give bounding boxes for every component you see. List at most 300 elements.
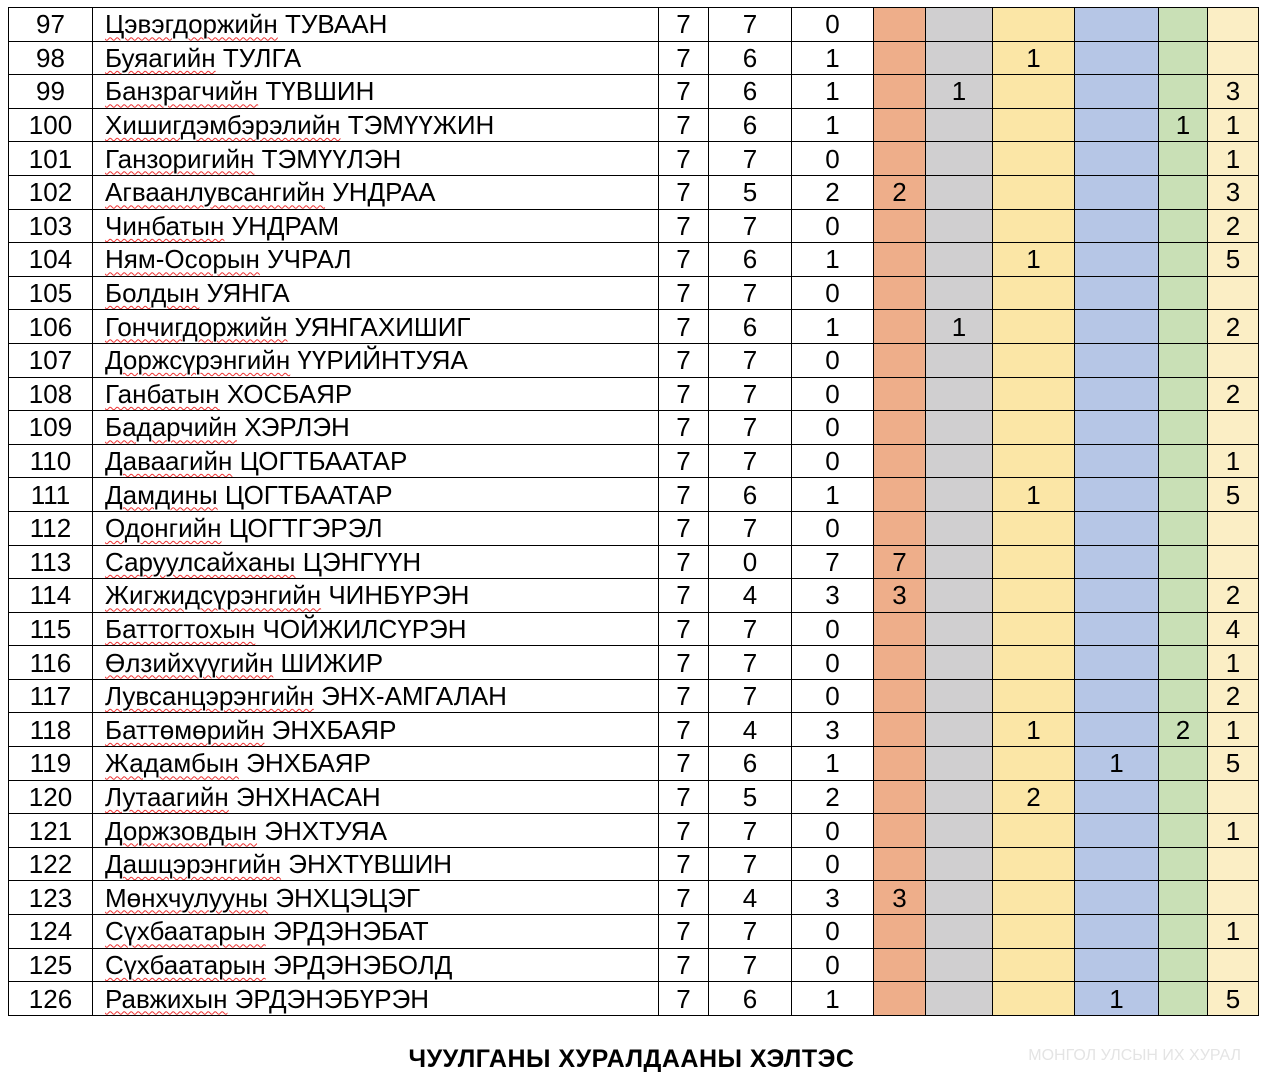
absent-count: 3 bbox=[792, 579, 874, 613]
member-name bbox=[93, 814, 659, 848]
row-number: 105 bbox=[9, 276, 93, 310]
category-1-count bbox=[874, 713, 926, 747]
absent-count: 1 bbox=[792, 478, 874, 512]
member-name bbox=[93, 982, 659, 1016]
category-2-count bbox=[926, 780, 993, 814]
category-3-count bbox=[993, 276, 1075, 310]
category-2-count bbox=[926, 612, 993, 646]
table-row bbox=[9, 108, 1259, 142]
category-1-count bbox=[874, 511, 926, 545]
present-count: 7 bbox=[709, 646, 792, 680]
category-5-count bbox=[1159, 915, 1208, 949]
total-sessions: 7 bbox=[659, 780, 709, 814]
member-name bbox=[93, 646, 659, 680]
category-1-count bbox=[874, 444, 926, 478]
category-2-count bbox=[926, 444, 993, 478]
category-5-count bbox=[1159, 444, 1208, 478]
category-1-count: 2 bbox=[874, 175, 926, 209]
present-count: 6 bbox=[709, 982, 792, 1016]
category-6-count: 5 bbox=[1208, 478, 1259, 512]
table-row bbox=[9, 545, 1259, 579]
category-1-count bbox=[874, 243, 926, 277]
member-name bbox=[93, 310, 659, 344]
row-number: 99 bbox=[9, 75, 93, 109]
category-3-count: 2 bbox=[993, 780, 1075, 814]
category-2-count bbox=[926, 847, 993, 881]
category-3-count bbox=[993, 108, 1075, 142]
category-4-count bbox=[1075, 276, 1159, 310]
category-1-count bbox=[874, 780, 926, 814]
present-count: 7 bbox=[709, 948, 792, 982]
member-surname: Жадамбын bbox=[105, 748, 239, 779]
row-number: 101 bbox=[9, 142, 93, 176]
member-given-name: ЭРДЭНЭБОЛД bbox=[272, 949, 453, 980]
member-name bbox=[93, 444, 659, 478]
member-surname: Мөнхчулууны bbox=[105, 882, 269, 913]
present-count: 7 bbox=[709, 511, 792, 545]
member-given-name: ЦОГТБААТАР bbox=[224, 479, 393, 510]
total-sessions: 7 bbox=[659, 276, 709, 310]
category-4-count bbox=[1075, 948, 1159, 982]
total-sessions: 7 bbox=[659, 478, 709, 512]
category-1-count bbox=[874, 915, 926, 949]
category-4-count bbox=[1075, 142, 1159, 176]
member-name bbox=[93, 511, 659, 545]
category-1-count bbox=[874, 646, 926, 680]
total-sessions: 7 bbox=[659, 982, 709, 1016]
category-3-count bbox=[993, 982, 1075, 1016]
table-row bbox=[9, 948, 1259, 982]
category-3-count bbox=[993, 8, 1075, 42]
category-5-count: 1 bbox=[1159, 108, 1208, 142]
category-2-count bbox=[926, 108, 993, 142]
category-1-count bbox=[874, 982, 926, 1016]
member-given-name: ЦОГТГЭРЭЛ bbox=[228, 513, 383, 544]
absent-count: 0 bbox=[792, 444, 874, 478]
category-6-count bbox=[1208, 545, 1259, 579]
row-number: 113 bbox=[9, 545, 93, 579]
member-surname: Лувсанцэрэнгийн bbox=[105, 681, 314, 712]
member-name bbox=[93, 343, 659, 377]
absent-count: 1 bbox=[792, 310, 874, 344]
category-1-count bbox=[874, 8, 926, 42]
table-row bbox=[9, 310, 1259, 344]
total-sessions: 7 bbox=[659, 75, 709, 109]
category-5-count bbox=[1159, 175, 1208, 209]
present-count: 5 bbox=[709, 780, 792, 814]
member-name bbox=[93, 276, 659, 310]
member-name bbox=[93, 881, 659, 915]
category-5-count bbox=[1159, 948, 1208, 982]
member-surname: Баттогтохын bbox=[105, 613, 256, 644]
member-given-name: УЯНГА bbox=[206, 278, 290, 309]
category-4-count: 1 bbox=[1075, 982, 1159, 1016]
absent-count: 0 bbox=[792, 948, 874, 982]
present-count: 4 bbox=[709, 713, 792, 747]
category-2-count bbox=[926, 713, 993, 747]
total-sessions: 7 bbox=[659, 713, 709, 747]
table-row bbox=[9, 209, 1259, 243]
category-2-count bbox=[926, 142, 993, 176]
member-given-name: ЭНХТҮВШИН bbox=[288, 849, 453, 880]
row-number: 108 bbox=[9, 377, 93, 411]
category-5-count bbox=[1159, 243, 1208, 277]
category-4-count bbox=[1075, 814, 1159, 848]
department-title: ЧУУЛГАНЫ ХУРАЛДААНЫ ХЭЛТЭС bbox=[408, 1045, 855, 1073]
category-2-count bbox=[926, 545, 993, 579]
category-4-count bbox=[1075, 175, 1159, 209]
member-given-name: ЭНХБАЯР bbox=[271, 714, 397, 745]
absent-count: 1 bbox=[792, 41, 874, 75]
category-2-count bbox=[926, 377, 993, 411]
present-count: 6 bbox=[709, 108, 792, 142]
category-5-count bbox=[1159, 478, 1208, 512]
member-given-name: ЧИНБҮРЭН bbox=[328, 580, 470, 611]
absent-count: 1 bbox=[792, 747, 874, 781]
present-count: 6 bbox=[709, 75, 792, 109]
category-2-count bbox=[926, 948, 993, 982]
category-3-count bbox=[993, 646, 1075, 680]
absent-count: 7 bbox=[792, 545, 874, 579]
category-5-count bbox=[1159, 75, 1208, 109]
row-number: 125 bbox=[9, 948, 93, 982]
absent-count: 0 bbox=[792, 511, 874, 545]
category-3-count bbox=[993, 75, 1075, 109]
category-4-count bbox=[1075, 646, 1159, 680]
total-sessions: 7 bbox=[659, 679, 709, 713]
row-number: 111 bbox=[9, 478, 93, 512]
category-6-count bbox=[1208, 343, 1259, 377]
category-6-count: 4 bbox=[1208, 612, 1259, 646]
member-surname: Чинбатын bbox=[105, 210, 225, 241]
category-1-count bbox=[874, 310, 926, 344]
member-surname: Өлзийхүүгийн bbox=[105, 647, 274, 678]
table-row bbox=[9, 243, 1259, 277]
category-5-count bbox=[1159, 579, 1208, 613]
member-given-name: УНДРАА bbox=[332, 177, 436, 208]
category-3-count bbox=[993, 847, 1075, 881]
category-5-count bbox=[1159, 276, 1208, 310]
category-6-count: 1 bbox=[1208, 814, 1259, 848]
category-3-count bbox=[993, 343, 1075, 377]
category-4-count bbox=[1075, 679, 1159, 713]
category-4-count bbox=[1075, 612, 1159, 646]
category-4-count bbox=[1075, 243, 1159, 277]
category-6-count: 1 bbox=[1208, 646, 1259, 680]
member-given-name: УЯНГАХИШИГ bbox=[294, 311, 471, 342]
category-5-count: 2 bbox=[1159, 713, 1208, 747]
present-count: 7 bbox=[709, 444, 792, 478]
member-surname: Дашцэрэнгийн bbox=[105, 849, 282, 880]
present-count: 7 bbox=[709, 915, 792, 949]
category-2-count bbox=[926, 881, 993, 915]
category-3-count bbox=[993, 377, 1075, 411]
member-surname: Бадарчийн bbox=[105, 412, 237, 443]
total-sessions: 7 bbox=[659, 343, 709, 377]
category-3-count bbox=[993, 545, 1075, 579]
table-row bbox=[9, 713, 1259, 747]
table-row bbox=[9, 411, 1259, 445]
category-3-count bbox=[993, 511, 1075, 545]
member-surname: Доржсүрэнгийн bbox=[105, 345, 291, 376]
category-6-count: 2 bbox=[1208, 579, 1259, 613]
category-5-count bbox=[1159, 310, 1208, 344]
category-6-count: 2 bbox=[1208, 377, 1259, 411]
category-4-count bbox=[1075, 881, 1159, 915]
category-6-count: 2 bbox=[1208, 310, 1259, 344]
total-sessions: 7 bbox=[659, 511, 709, 545]
category-6-count: 2 bbox=[1208, 679, 1259, 713]
category-2-count: 1 bbox=[926, 75, 993, 109]
present-count: 4 bbox=[709, 881, 792, 915]
total-sessions: 7 bbox=[659, 41, 709, 75]
category-6-count bbox=[1208, 780, 1259, 814]
category-1-count: 3 bbox=[874, 881, 926, 915]
member-surname: Равжихын bbox=[105, 983, 228, 1014]
member-name bbox=[93, 579, 659, 613]
member-given-name: ҮҮРИЙНТУЯА bbox=[297, 345, 468, 376]
category-2-count bbox=[926, 209, 993, 243]
absent-count: 3 bbox=[792, 881, 874, 915]
table-row bbox=[9, 343, 1259, 377]
member-surname: Банзрагчийн bbox=[105, 76, 259, 107]
category-2-count bbox=[926, 915, 993, 949]
total-sessions: 7 bbox=[659, 108, 709, 142]
category-1-count bbox=[874, 747, 926, 781]
attendance-rows bbox=[9, 8, 1259, 1016]
member-surname: Болдын bbox=[105, 278, 200, 309]
absent-count: 0 bbox=[792, 377, 874, 411]
row-number: 110 bbox=[9, 444, 93, 478]
member-name bbox=[93, 377, 659, 411]
member-name bbox=[93, 612, 659, 646]
member-surname: Сүхбаатарын bbox=[105, 916, 266, 947]
absent-count: 0 bbox=[792, 679, 874, 713]
member-given-name: ТҮВШИН bbox=[265, 76, 375, 107]
category-4-count bbox=[1075, 209, 1159, 243]
table-row bbox=[9, 377, 1259, 411]
absent-count: 0 bbox=[792, 8, 874, 42]
member-surname: Жигжидсүрэнгийн bbox=[105, 580, 322, 611]
member-surname: Гончигдоржийн bbox=[105, 311, 288, 342]
member-given-name: ТЭМҮҮЛЭН bbox=[261, 143, 402, 174]
member-surname: Агваанлувсангийн bbox=[105, 177, 326, 208]
category-3-count bbox=[993, 747, 1075, 781]
member-name bbox=[93, 411, 659, 445]
category-6-count: 5 bbox=[1208, 747, 1259, 781]
absent-count: 0 bbox=[792, 646, 874, 680]
category-6-count: 2 bbox=[1208, 209, 1259, 243]
member-surname: Лутаагийн bbox=[105, 781, 229, 812]
member-given-name: ХЭРЛЭН bbox=[244, 412, 350, 443]
member-name bbox=[93, 8, 659, 42]
category-1-count: 7 bbox=[874, 545, 926, 579]
total-sessions: 7 bbox=[659, 814, 709, 848]
member-name bbox=[93, 243, 659, 277]
present-count: 7 bbox=[709, 612, 792, 646]
table-row bbox=[9, 579, 1259, 613]
row-number: 102 bbox=[9, 175, 93, 209]
category-5-count bbox=[1159, 747, 1208, 781]
total-sessions: 7 bbox=[659, 8, 709, 42]
table-row bbox=[9, 814, 1259, 848]
category-5-count bbox=[1159, 612, 1208, 646]
present-count: 7 bbox=[709, 377, 792, 411]
member-surname: Дамдины bbox=[105, 479, 218, 510]
table-row bbox=[9, 276, 1259, 310]
member-given-name: ЭРДЭНЭБҮРЭН bbox=[234, 983, 430, 1014]
row-number: 107 bbox=[9, 343, 93, 377]
present-count: 6 bbox=[709, 478, 792, 512]
total-sessions: 7 bbox=[659, 243, 709, 277]
total-sessions: 7 bbox=[659, 915, 709, 949]
present-count: 7 bbox=[709, 814, 792, 848]
member-surname: Баттөмөрийн bbox=[105, 714, 265, 745]
absent-count: 1 bbox=[792, 75, 874, 109]
category-2-count bbox=[926, 478, 993, 512]
total-sessions: 7 bbox=[659, 209, 709, 243]
member-given-name: ЭНХНАСАН bbox=[236, 781, 381, 812]
category-6-count: 5 bbox=[1208, 243, 1259, 277]
row-number: 100 bbox=[9, 108, 93, 142]
category-6-count: 1 bbox=[1208, 444, 1259, 478]
member-given-name: ЭРДЭНЭБАТ bbox=[272, 916, 429, 947]
category-5-count bbox=[1159, 377, 1208, 411]
category-5-count bbox=[1159, 343, 1208, 377]
total-sessions: 7 bbox=[659, 545, 709, 579]
row-number: 123 bbox=[9, 881, 93, 915]
category-1-count bbox=[874, 612, 926, 646]
table-row bbox=[9, 41, 1259, 75]
row-number: 119 bbox=[9, 747, 93, 781]
category-3-count: 1 bbox=[993, 713, 1075, 747]
category-4-count bbox=[1075, 579, 1159, 613]
member-surname: Сүхбаатарын bbox=[105, 949, 266, 980]
member-surname: Ганзоригийн bbox=[105, 143, 255, 174]
category-1-count bbox=[874, 411, 926, 445]
category-2-count bbox=[926, 175, 993, 209]
category-3-count bbox=[993, 142, 1075, 176]
row-number: 121 bbox=[9, 814, 93, 848]
table-row bbox=[9, 847, 1259, 881]
category-5-count bbox=[1159, 545, 1208, 579]
member-name bbox=[93, 545, 659, 579]
absent-count: 0 bbox=[792, 612, 874, 646]
member-given-name: УЧРАЛ bbox=[267, 244, 352, 275]
row-number: 126 bbox=[9, 982, 93, 1016]
category-3-count bbox=[993, 411, 1075, 445]
category-3-count: 1 bbox=[993, 243, 1075, 277]
total-sessions: 7 bbox=[659, 612, 709, 646]
absent-count: 1 bbox=[792, 982, 874, 1016]
category-4-count bbox=[1075, 343, 1159, 377]
present-count: 7 bbox=[709, 8, 792, 42]
member-given-name: ТЭМҮҮЖИН bbox=[347, 110, 495, 141]
total-sessions: 7 bbox=[659, 747, 709, 781]
category-3-count bbox=[993, 310, 1075, 344]
category-5-count bbox=[1159, 8, 1208, 42]
absent-count: 0 bbox=[792, 847, 874, 881]
table-row bbox=[9, 142, 1259, 176]
member-surname: Буяагийн bbox=[105, 42, 216, 73]
category-4-count bbox=[1075, 8, 1159, 42]
present-count: 7 bbox=[709, 847, 792, 881]
row-number: 98 bbox=[9, 41, 93, 75]
member-name bbox=[93, 142, 659, 176]
absent-count: 0 bbox=[792, 276, 874, 310]
row-number: 115 bbox=[9, 612, 93, 646]
present-count: 5 bbox=[709, 175, 792, 209]
absent-count: 0 bbox=[792, 343, 874, 377]
category-2-count bbox=[926, 8, 993, 42]
category-3-count: 1 bbox=[993, 478, 1075, 512]
category-5-count bbox=[1159, 847, 1208, 881]
category-2-count bbox=[926, 747, 993, 781]
present-count: 7 bbox=[709, 679, 792, 713]
table-row bbox=[9, 881, 1259, 915]
present-count: 6 bbox=[709, 243, 792, 277]
category-4-count bbox=[1075, 444, 1159, 478]
category-6-count bbox=[1208, 847, 1259, 881]
category-2-count bbox=[926, 276, 993, 310]
category-4-count bbox=[1075, 545, 1159, 579]
category-1-count bbox=[874, 478, 926, 512]
category-6-count bbox=[1208, 8, 1259, 42]
present-count: 6 bbox=[709, 41, 792, 75]
member-surname: Саруулсайханы bbox=[105, 546, 296, 577]
absent-count: 0 bbox=[792, 209, 874, 243]
member-given-name: ТУВААН bbox=[285, 9, 388, 40]
category-4-count bbox=[1075, 511, 1159, 545]
table-row bbox=[9, 915, 1259, 949]
member-given-name: ЧОЙЖИЛСҮРЭН bbox=[262, 613, 467, 644]
category-6-count: 1 bbox=[1208, 142, 1259, 176]
category-3-count bbox=[993, 881, 1075, 915]
category-3-count bbox=[993, 915, 1075, 949]
row-number: 124 bbox=[9, 915, 93, 949]
table-row bbox=[9, 679, 1259, 713]
attendance-table bbox=[8, 7, 1259, 1016]
member-given-name: ЦЭНГҮҮН bbox=[302, 546, 422, 577]
table-row bbox=[9, 511, 1259, 545]
category-2-count bbox=[926, 41, 993, 75]
table-row bbox=[9, 780, 1259, 814]
category-2-count bbox=[926, 679, 993, 713]
watermark-text: МОНГОЛ УЛСЫН ИХ ХУРАЛ bbox=[1028, 1047, 1241, 1064]
absent-count: 0 bbox=[792, 915, 874, 949]
category-6-count: 3 bbox=[1208, 75, 1259, 109]
row-number: 122 bbox=[9, 847, 93, 881]
present-count: 6 bbox=[709, 747, 792, 781]
member-name bbox=[93, 713, 659, 747]
category-6-count bbox=[1208, 276, 1259, 310]
absent-count: 0 bbox=[792, 142, 874, 176]
row-number: 103 bbox=[9, 209, 93, 243]
member-given-name: ТУЛГА bbox=[222, 42, 302, 73]
row-number: 112 bbox=[9, 511, 93, 545]
total-sessions: 7 bbox=[659, 646, 709, 680]
member-surname: Ганбатын bbox=[105, 378, 220, 409]
category-1-count bbox=[874, 847, 926, 881]
member-surname: Цэвэгдоржийн bbox=[105, 9, 278, 40]
row-number: 104 bbox=[9, 243, 93, 277]
category-4-count bbox=[1075, 377, 1159, 411]
category-3-count bbox=[993, 612, 1075, 646]
category-5-count bbox=[1159, 881, 1208, 915]
category-4-count bbox=[1075, 780, 1159, 814]
absent-count: 2 bbox=[792, 175, 874, 209]
category-1-count bbox=[874, 948, 926, 982]
